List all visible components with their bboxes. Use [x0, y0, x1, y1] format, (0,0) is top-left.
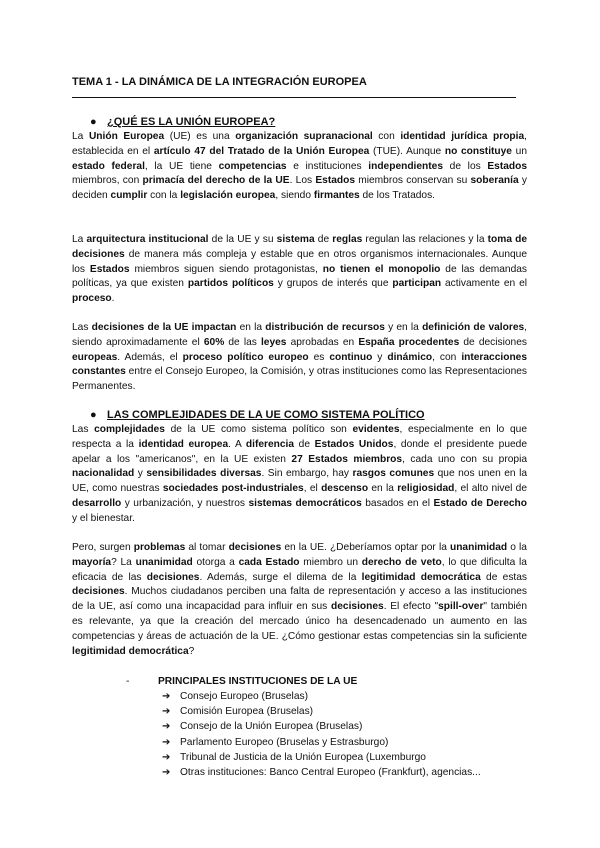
- emphasis-text: diferencia: [245, 438, 295, 450]
- list-item: [162, 750, 481, 765]
- document-title: TEMA 1 - LA DINÁMICA DE LA INTEGRACIÓN EUROPEA: [72, 76, 367, 88]
- emphasis-text: identidad europea: [138, 438, 229, 450]
- arrow-icon: ➔: [162, 767, 171, 779]
- emphasis-text: decisiones: [72, 586, 125, 598]
- emphasis-text: no constituye: [444, 145, 512, 157]
- paragraph: Pero, surgen problemas al tomar decisiones en la UE. ¿Deberíamos optar por la unanimidad o la mayoría? La unanimidad otorga a cada Estado miembro un derecho de veto, lo que dificulta la eficacia de las decisiones. Además, surge el dilema de la legitimidad democrática de estas decisiones. Muchos ciudadanos perciben una falta de representación y acceso a las instituciones de la UE, así como una incapacidad para influir en sus decisiones. El efecto "spill-over" también es relevante, ya que la creación del mercado único ha desencadenado un aumento en las competencias y áreas de actuación de la UE. ¿Cómo gestionar estas competencias sin la suficiente legitimidad democrática?: [72, 542, 528, 657]
- emphasis-text: arquitectura institucional: [86, 234, 209, 245]
- emphasis-text: decisiones: [146, 571, 200, 583]
- arrow-icon: ➔: [162, 706, 171, 718]
- arrow-icon: ➔: [162, 751, 171, 763]
- emphasis-text: no tienen el monopolio: [322, 263, 441, 275]
- emphasis-text: reglas: [332, 234, 363, 245]
- emphasis-text: problemas: [133, 542, 186, 553]
- list-item: [162, 689, 481, 704]
- emphasis-text: derecho de veto: [361, 556, 442, 568]
- section-heading-que-es: [90, 116, 275, 128]
- emphasis-text: legitimidad democrática: [361, 571, 481, 583]
- list-item: [162, 719, 481, 734]
- emphasis-text: identidad jurídica propia: [400, 131, 525, 142]
- emphasis-text: sociedades post-industriales: [162, 483, 304, 495]
- list-item: [162, 765, 481, 780]
- emphasis-text: sensibilidades diversas: [146, 468, 262, 480]
- section-heading-text: LAS COMPLEJIDADES DE LA UE COMO SISTEMA POLÍTICO: [107, 409, 425, 421]
- emphasis-text: legitimidad democrática: [72, 645, 189, 657]
- emphasis-text: definición de valores: [422, 322, 525, 333]
- title-underline: [72, 97, 516, 98]
- emphasis-text: dinámico: [387, 351, 433, 363]
- emphasis-text: independientes: [368, 160, 444, 172]
- emphasis-text: mayoría: [72, 556, 112, 568]
- emphasis-text: España procedentes: [358, 336, 460, 348]
- emphasis-text: 27 Estados miembros: [291, 453, 403, 465]
- emphasis-text: sistemas democráticos: [248, 497, 362, 509]
- paragraph: La arquitectura institucional de la UE y su sistema de reglas regulan las relaciones y la toma de decisiones de manera más compleja y estable que en otros organismos internacionales. Aunque los Estados miembros siguen siendo protagonistas, no tienen el monopolio de las demandas políticas, ya que existen partidos políticos y grupos de interés que participan activamente en el proceso.: [72, 234, 528, 305]
- emphasis-text: descenso: [321, 483, 369, 495]
- emphasis-text: desarrollo: [72, 497, 122, 509]
- emphasis-text: Unión Europea: [88, 131, 165, 142]
- emphasis-text: evidentes: [352, 424, 400, 435]
- emphasis-text: partidos políticos: [187, 278, 274, 290]
- emphasis-text: leyes: [260, 336, 287, 348]
- emphasis-text: unanimidad: [449, 542, 508, 553]
- list-item-text: Otras instituciones: Banco Central Europeo (Frankfurt), agencias...: [180, 767, 481, 779]
- emphasis-text: proceso: [72, 293, 112, 305]
- emphasis-text: distribución de recursos: [265, 322, 385, 333]
- emphasis-text: complejidades: [94, 424, 165, 435]
- emphasis-text: soberanía: [470, 175, 519, 187]
- emphasis-text: organización supranacional: [235, 131, 373, 142]
- emphasis-text: Estado de Derecho: [433, 497, 528, 509]
- emphasis-text: firmantes: [313, 190, 360, 202]
- arrow-icon: ➔: [162, 691, 171, 702]
- emphasis-text: Estados Unidos: [314, 438, 394, 450]
- emphasis-text: continuo: [329, 351, 373, 363]
- paragraph: Las complejidades de la UE como sistema político son evidentes, especialmente en lo que respecta a la identidad europea. A diferencia de Estados Unidos, donde el presidente puede apelar a los "americanos", en la UE existen 27 Estados miembros, cada uno con su propia nacionalidad y sensibilidades diversas. Sin embargo, hay rasgos comunes que nos unen en la UE, como nuestras sociedades post-industriales, el descenso en la religiosidad, el alto nivel de desarrollo y urbanización, y nuestros sistemas democráticos basados en el Estado de Derecho y el bienestar.: [72, 424, 528, 524]
- emphasis-text: Estados: [89, 263, 130, 275]
- list-item-text: Consejo Europeo (Bruselas): [180, 691, 308, 702]
- dash-marker: -: [126, 676, 130, 687]
- emphasis-text: primacía del derecho de la UE: [142, 175, 290, 187]
- emphasis-text: nacionalidad: [72, 468, 135, 480]
- emphasis-text: 60%: [203, 336, 225, 348]
- emphasis-text: interacciones constantes: [72, 351, 527, 378]
- emphasis-text: rasgos comunes: [352, 468, 435, 480]
- emphasis-text: Estados: [315, 175, 355, 187]
- emphasis-text: unanimidad: [135, 556, 193, 568]
- list-item-text: Comisión Europea (Bruselas): [180, 706, 314, 718]
- list-item: [162, 704, 481, 719]
- emphasis-text: Estados: [487, 160, 528, 172]
- list-item-text: Parlamento Europeo (Bruselas y Estrasburgo): [180, 736, 389, 748]
- list-item: [162, 735, 481, 750]
- emphasis-text: europeas: [72, 351, 118, 363]
- section-heading-complejidades: [90, 409, 425, 421]
- paragraph: Las decisiones de la UE impactan en la distribución de recursos y en la definición de valores, siendo aproximadamente el 60% de las leyes aprobadas en España procedentes de decisiones europeas. Además, el proceso político europeo es continuo y dinámico, con interacciones constantes entre el Consejo Europeo, la Comisión, y otras instituciones como las Representaciones Permanentes.: [72, 322, 527, 393]
- emphasis-text: competencias: [218, 160, 287, 172]
- arrow-icon: ➔: [162, 736, 171, 748]
- emphasis-text: toma de decisiones: [72, 234, 528, 260]
- institutions-list: [162, 689, 481, 780]
- emphasis-text: cada Estado: [238, 556, 300, 568]
- emphasis-text: proceso político europeo: [182, 351, 309, 363]
- arrow-icon: ➔: [162, 721, 171, 733]
- emphasis-text: estado federal: [72, 160, 145, 172]
- list-item-text: Tribunal de Justicia de la Unión Europea (Luxemburgo: [180, 751, 426, 763]
- emphasis-text: legislación europea: [180, 190, 276, 202]
- section-heading-text: ¿QUÉ ES LA UNIÓN EUROPEA?: [107, 116, 276, 128]
- bullet-icon: ●: [90, 409, 97, 421]
- emphasis-text: decisiones: [228, 542, 282, 553]
- institutions-heading-text: PRINCIPALES INSTITUCIONES DE LA UE: [158, 676, 358, 687]
- emphasis-text: spill-over: [438, 601, 484, 613]
- emphasis-text: participan: [392, 278, 442, 290]
- emphasis-text: decisiones: [331, 601, 384, 613]
- bullet-icon: ●: [90, 116, 97, 128]
- emphasis-text: sistema: [276, 234, 315, 245]
- emphasis-text: artículo 47 del Tratado de la Unión Europea: [153, 145, 370, 157]
- emphasis-text: cumplir: [110, 190, 148, 202]
- paragraph: La Unión Europea (UE) es una organización supranacional con identidad jurídica propia, establecida en el artículo 47 del Tratado de la Unión Europea (TUE). Aunque no constituye un estado federal, la UE tiene competencias e instituciones independientes de los Estados miembros, con primacía del derecho de la UE. Los Estados miembros conservan su soberanía y deciden cumplir con la legislación europea, siendo firmantes de los Tratados.: [72, 131, 528, 202]
- institutions-heading: [126, 676, 357, 687]
- emphasis-text: religiosidad: [397, 483, 455, 495]
- emphasis-text: decisiones de la UE impactan: [91, 322, 237, 333]
- list-item-text: Consejo de la Unión Europea (Bruselas): [180, 721, 363, 733]
